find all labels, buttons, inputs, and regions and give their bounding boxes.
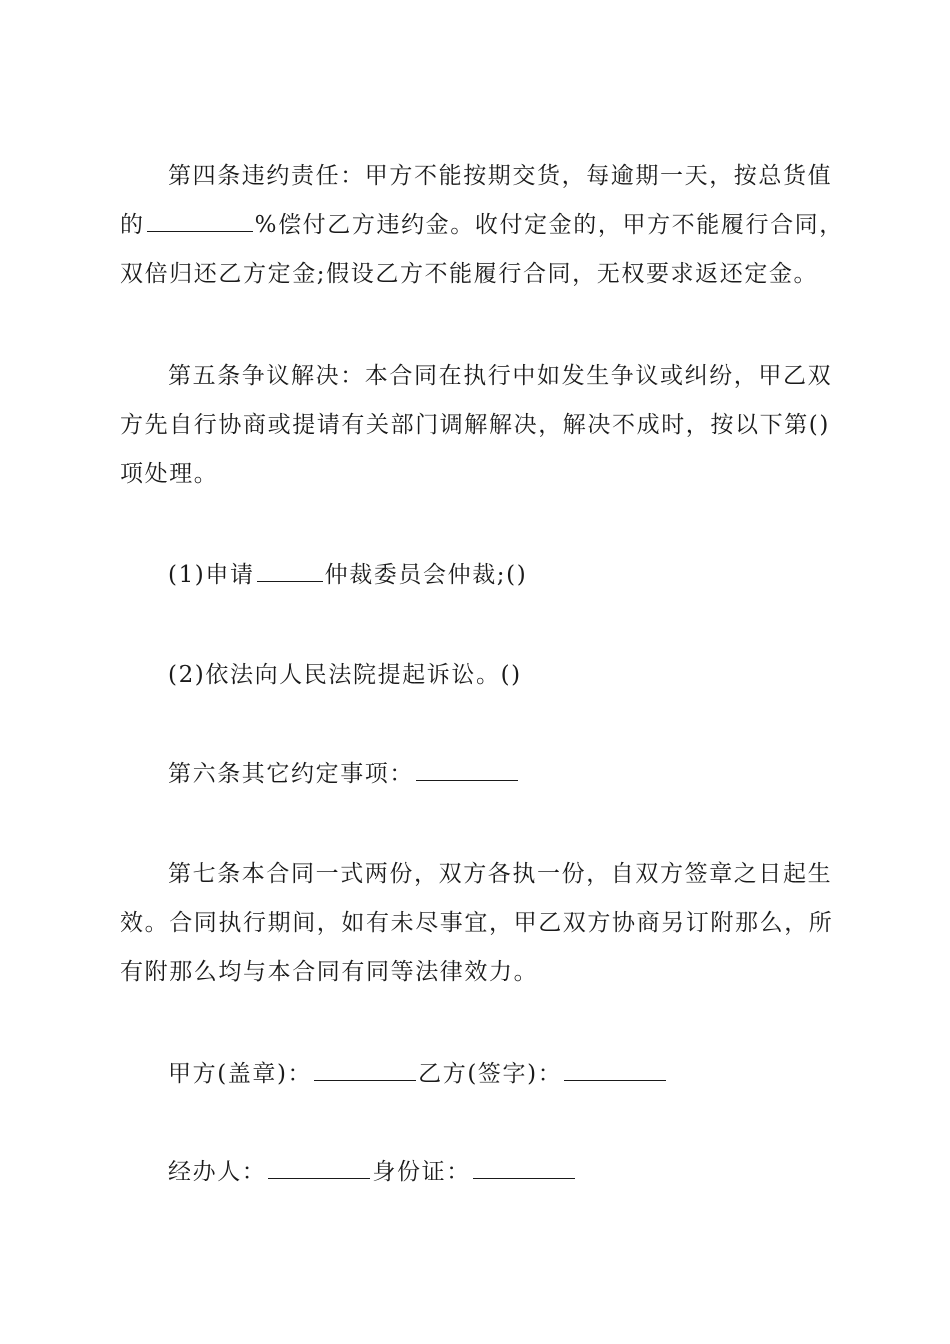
handler-label: 经办人： (168, 1159, 267, 1185)
handler-name-blank[interactable] (268, 1158, 370, 1179)
article-4-line-3: 双倍归还乙方定金;假设乙方不能履行合同，无权要求返还定金。 (120, 261, 819, 287)
id-card-blank[interactable] (473, 1158, 575, 1179)
article-5-line-1: 第五条争议解决：本合同在执行中如发生争议或纠纷，甲乙双 (168, 363, 833, 389)
article-6-other-matters (120, 750, 832, 799)
article-7-line-1: 第七条本合同一式两份，双方各执一份，自双方签章之日起生 (168, 861, 833, 887)
article-7-line-2: 效。合同执行期间，如有未尽事宜，甲乙双方协商另订附那么，所 (120, 910, 834, 936)
article-5-line-3: 项处理。 (120, 461, 219, 487)
option-1-text-start: (1)申请 (168, 562, 255, 588)
handler-line (120, 1148, 832, 1197)
signature-line (120, 1050, 832, 1099)
option-2-litigation (120, 651, 832, 700)
party-a-seal-blank[interactable] (314, 1060, 416, 1081)
party-a-label: 甲方(盖章)： (168, 1061, 313, 1087)
article-4-line-2 (120, 201, 844, 250)
penalty-percent-blank[interactable] (147, 211, 253, 232)
article-4-breach-liability (120, 152, 844, 299)
option-1-arbitration (120, 551, 832, 600)
signature-section (120, 1050, 832, 1099)
article-4-line-2-end: %偿付乙方违约金。收付定金的，甲方不能履行合同， (254, 212, 844, 238)
option-1-line (120, 551, 832, 600)
handler-section (120, 1148, 832, 1197)
article-4-line-2-start: 的 (120, 212, 145, 238)
arbitration-committee-blank[interactable] (257, 561, 323, 582)
article-7-line-3: 有附那么均与本合同有同等法律效力。 (120, 959, 539, 985)
party-b-label: 乙方(签字)： (418, 1061, 563, 1087)
id-card-label: 身份证： (372, 1159, 471, 1185)
option-1-text-end: 仲裁委员会仲裁;() (324, 562, 528, 588)
article-7-copies-validity (120, 850, 832, 997)
party-b-signature-blank[interactable] (564, 1060, 666, 1081)
article-4-line-1: 第四条违约责任：甲方不能按期交货，每逾期一天，按总货值 (168, 163, 833, 189)
article-5-line-2: 方先自行协商或提请有关部门调解解决，解决不成时，按以下第() (120, 412, 830, 438)
article-6-label: 第六条其它约定事项： (168, 761, 414, 787)
other-matters-blank[interactable] (416, 760, 518, 781)
article-6-line (120, 750, 832, 799)
option-2-line: (2)依法向人民法院提起诉讼。() (168, 662, 522, 688)
article-5-dispute-resolution (120, 352, 832, 499)
